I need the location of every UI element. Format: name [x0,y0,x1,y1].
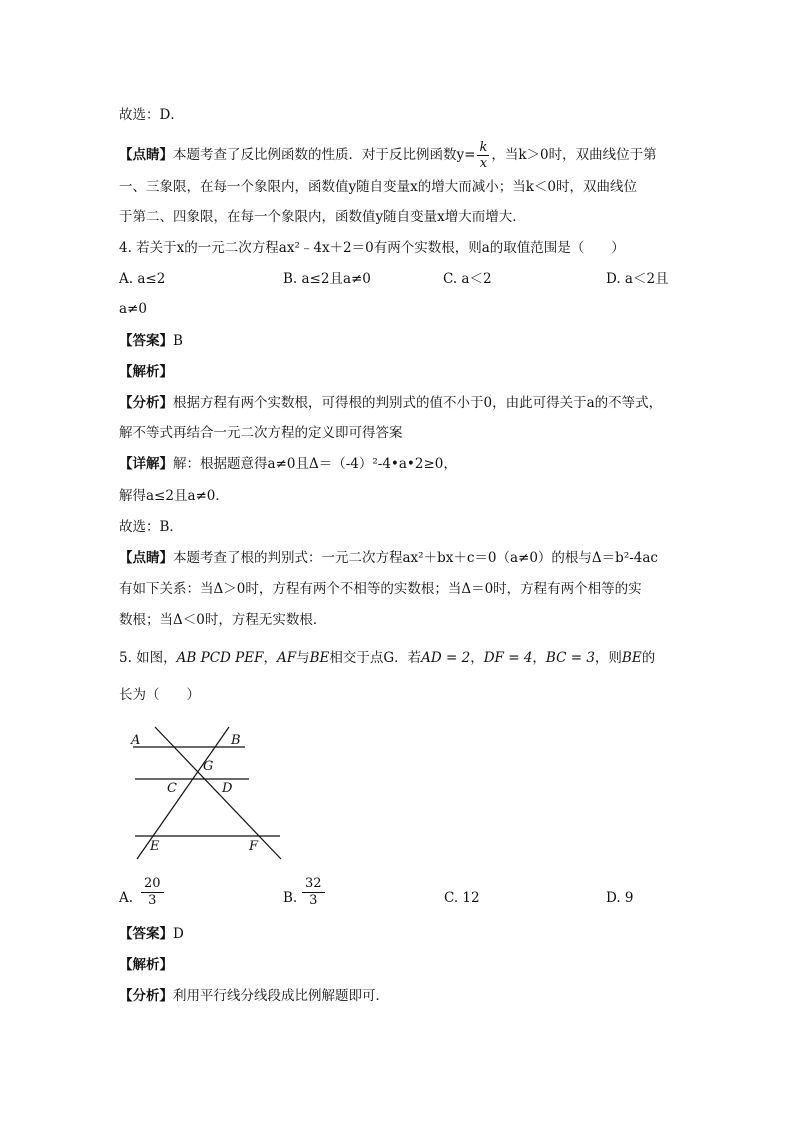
remark-4-line-2: 有如下关系：当Δ＞0时，方程有两个不相等的实数根；当Δ＝0时，方程有两个相等的实 [119,581,642,597]
q5-option-a-label: A. [119,890,134,906]
question-5-stem-line-2: 长为（ ） [119,687,200,703]
fraction-k-over-x: $\frac{k}{x}$ [479,140,488,171]
remark-line-3: 于第二、四象限，在每一个象限内，函数值y随自变量x增大而增大． [119,209,526,225]
label-a: A [131,733,141,748]
label-d: D [222,781,233,796]
remark-line-2: 一、三象限，在每一个象限内，函数值y随自变量x的增大而减小；当k＜0时，双曲线位 [119,179,638,195]
q5-option-b-fraction: $\frac{32}{3}$ [302,876,325,909]
prev-answer-line: 故选：D． [119,107,184,123]
detail-4-line-3: 故选：B． [119,519,183,535]
q5-option-d: D. 9 [606,890,634,906]
detail-4-line-2: 解得a≤2且a≠0． [119,488,229,504]
analysis-4-line-2: 解不等式再结合一元二次方程的定义即可得答案 [119,425,403,441]
label-g: G [203,759,214,774]
label-e: E [150,839,160,854]
q4-option-d: D. a＜2且 [606,271,669,287]
q5-option-a-fraction: $\frac{20}{3}$ [141,876,164,909]
analysis-5-line-1: 【分析】利用平行线分线段成比例解题即可． [119,988,389,1004]
q4-option-a: A. a≤2 [119,271,166,287]
question-5-stem: 5. 如图，AB PCD PEF，AF与BE相交于点G．若AD = 2，DF = 4，BC = 3，则BE的 [119,650,656,666]
remark-4-line-1: 【点睛】本题考查了根的判别式：一元二次方程ax²＋bx＋c＝0（a≠0）的根与Δ＝b²-4ac [119,550,658,566]
q4-option-b: B. a≤2且a≠0 [283,271,371,287]
geometry-figure [125,722,290,867]
detail-4-line-1: 【详解】解：根据题意得a≠0且Δ＝（-4）²-4•a•2≥0， [119,456,457,472]
q4-option-c: C. a＜2 [443,271,492,287]
answer-4: 【答案】B [119,333,183,349]
q5-option-b-label: B. [283,890,298,906]
answer-5: 【答案】D [119,926,184,942]
remark-4-line-3: 数根；当Δ＜0时，方程无实数根． [119,612,327,628]
analysis-5-heading: 【解析】 [119,957,173,973]
remark-tag: 【点睛】 [119,147,173,163]
label-f: F [249,839,259,854]
remark-line-1: 【点睛】本题考查了反比例函数的性质．对于反比例函数y= $\frac{k}{x}$ ，当k＞0时，双曲线位于第 [119,140,657,171]
q4-option-d-cont: a≠0 [119,301,147,317]
question-4-stem: 4. 若关于x的一元二次方程ax²﹣4x＋2＝0有两个实数根，则a的取值范围是（ ） [119,240,625,256]
q5-option-c: C. 12 [444,890,480,906]
label-b: B [231,733,241,748]
label-c: C [167,781,177,796]
analysis-4-line-1: 【分析】根据方程有两个实数根，可得根的判别式的值不小于0，由此可得关于a的不等式， [119,395,663,411]
analysis-4-heading: 【解析】 [119,364,173,380]
